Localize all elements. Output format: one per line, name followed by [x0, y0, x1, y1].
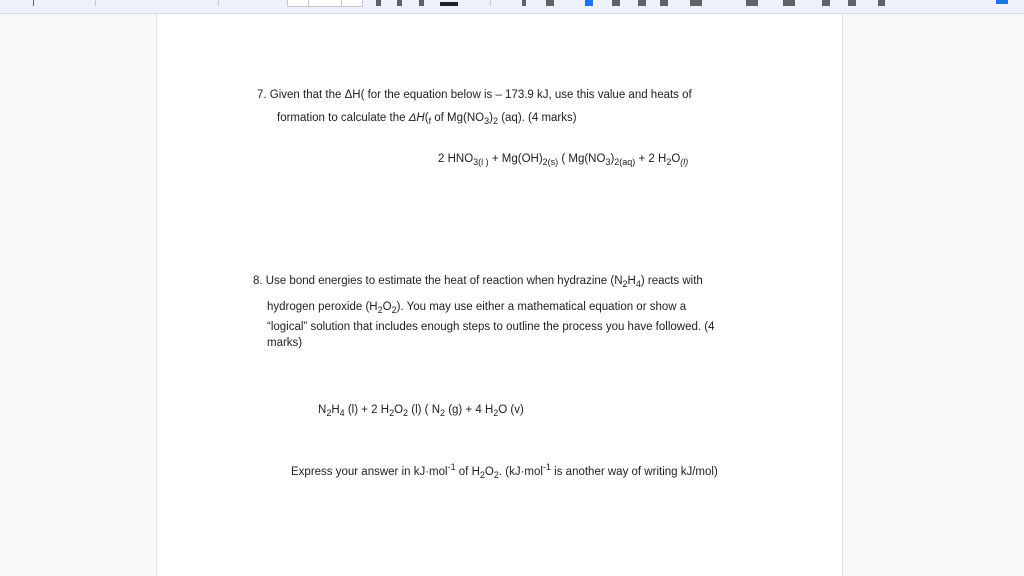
eq-text: N	[318, 404, 327, 416]
eq-subscript: 3	[605, 157, 611, 167]
q8-subscript: 4	[635, 279, 641, 289]
q7-equation	[438, 152, 688, 166]
q7-text: of Mg(NO	[431, 112, 485, 124]
express-text: is another way of writing kJ/mol)	[550, 466, 718, 478]
q7-text: formation to calculate the	[277, 112, 409, 124]
q8-line-1	[253, 274, 703, 288]
express-subscript: 2	[479, 470, 485, 480]
express-text: . (kJ·mol	[498, 466, 543, 478]
align-justify-icon[interactable]	[660, 0, 668, 6]
eq-subscript: 2	[403, 408, 409, 418]
align-center-icon[interactable]	[612, 0, 620, 6]
express-superscript: -1	[447, 462, 456, 472]
q7-subscript: 2	[492, 116, 498, 126]
eq-text: H	[331, 404, 340, 416]
q7-text: )	[489, 112, 493, 124]
eq-text: (l) + 2 H	[344, 404, 390, 416]
q7-line-2	[277, 111, 577, 125]
q8-text: hydrogen peroxide (H	[267, 301, 378, 313]
align-left-icon[interactable]	[585, 0, 593, 6]
q7-text: (aq). (4 marks)	[498, 112, 577, 124]
express-text: of H	[455, 466, 480, 478]
eq-subscript: 2	[440, 408, 446, 418]
express-text: Express your answer in kJ·mol	[291, 466, 448, 478]
eq-text: )	[610, 153, 615, 165]
checklist-icon[interactable]	[746, 0, 758, 6]
toolbar-separator	[95, 0, 96, 6]
q8-line-2	[267, 300, 686, 314]
q8-line-4	[267, 336, 302, 350]
eq-text: (g) + 4 H	[445, 404, 494, 416]
document-page[interactable]	[156, 14, 843, 576]
q7-line-1	[257, 88, 692, 102]
q8-text: O	[382, 301, 392, 313]
line-spacing-icon[interactable]	[690, 0, 702, 6]
font-name-box[interactable]	[308, 0, 342, 7]
q8-text: ) reacts with	[640, 275, 703, 287]
q8-express-line	[291, 462, 718, 480]
clear-format-icon[interactable]	[878, 0, 885, 6]
q8-line-3	[267, 320, 715, 334]
q8-text: ). You may use either a mathematical equation or show a	[396, 301, 687, 313]
q7-delta-h: ΔH	[408, 112, 425, 124]
eq-text: (l) ( N	[408, 404, 440, 416]
edit-mode-icon[interactable]	[996, 0, 1008, 4]
q8-text: “logical” solution that includes enough steps to outline the process you have followed. (4	[267, 321, 715, 333]
q7-text: 7. Given that the ΔH( for the equation below is – 173.9 kJ, use this value and heats of	[257, 89, 692, 101]
eq-text: 2 HNO	[438, 153, 474, 165]
align-right-icon[interactable]	[638, 0, 646, 6]
eq-subscript: 2	[326, 408, 332, 418]
link-icon[interactable]	[522, 0, 526, 6]
numbered-list-icon[interactable]	[783, 0, 795, 6]
eq-subscript: 2	[389, 408, 395, 418]
editor-toolbar	[0, 0, 1024, 14]
eq-subscript: 4	[339, 408, 345, 418]
q8-subscript: 2	[622, 279, 628, 289]
q7-subscript: f	[428, 116, 432, 126]
eq-subscript: 2	[493, 408, 499, 418]
eq-text: + Mg(OH)	[488, 153, 543, 165]
eq-subscript: (l)	[680, 157, 689, 167]
toolbar-tick	[33, 0, 34, 6]
q7-subscript: 3	[484, 116, 490, 126]
q8-text: marks)	[267, 337, 303, 349]
font-size-box[interactable]	[287, 0, 309, 7]
eq-subscript: 3(l )	[473, 157, 489, 167]
express-text: O	[484, 466, 494, 478]
eq-text: O (v)	[498, 404, 524, 416]
outdent-icon[interactable]	[848, 0, 856, 6]
eq-subscript: 2(s)	[542, 157, 559, 167]
eq-subscript: 2	[666, 157, 672, 167]
eq-subscript: 2(aq)	[614, 157, 636, 167]
eq-text: O	[394, 404, 404, 416]
eq-text: O	[671, 153, 681, 165]
italic-icon[interactable]	[397, 0, 402, 6]
express-superscript: -1	[542, 462, 551, 472]
toolbar-separator	[490, 0, 491, 6]
q8-text: 8. Use bond energies to estimate the heat of reaction when hydrazine (N	[253, 275, 623, 287]
bold-icon[interactable]	[376, 0, 381, 6]
comment-icon[interactable]	[546, 0, 554, 6]
eq-text: ( Mg(NO	[558, 153, 606, 165]
q8-text: H	[627, 275, 636, 287]
express-subscript: 2	[493, 470, 499, 480]
q7-text: (	[424, 112, 429, 124]
q8-subscript: 2	[391, 305, 397, 315]
underline-icon[interactable]	[419, 0, 424, 6]
q8-equation	[318, 403, 524, 417]
q8-subscript: 2	[377, 305, 383, 315]
toolbar-separator	[218, 0, 219, 6]
text-color-icon[interactable]	[440, 2, 458, 6]
indent-icon[interactable]	[822, 0, 830, 6]
eq-text: + 2 H	[635, 153, 667, 165]
style-box[interactable]	[341, 0, 363, 7]
